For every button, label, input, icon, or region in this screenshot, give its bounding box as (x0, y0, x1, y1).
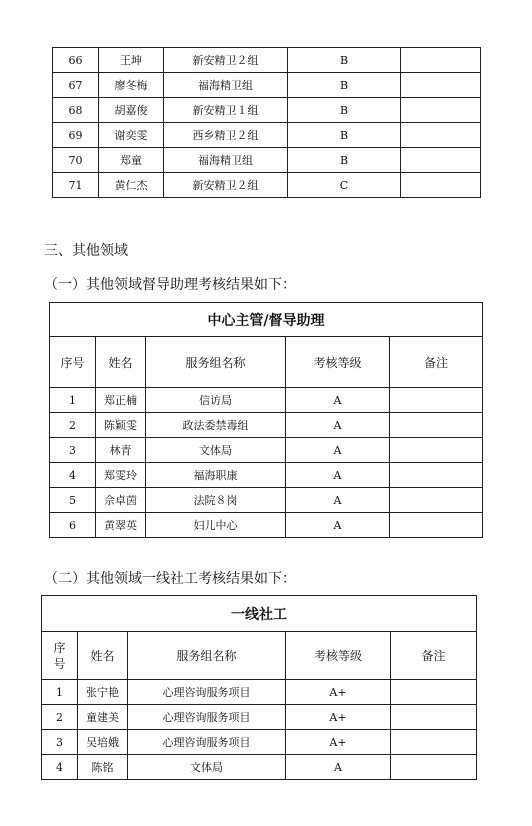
table-title: 一线社工 (42, 596, 477, 632)
cell-note (390, 488, 483, 513)
cell-note (391, 705, 477, 730)
cell-group: 西乡精卫２组 (164, 123, 288, 148)
cell-index: 69 (53, 123, 99, 148)
cell-grade: C (288, 173, 401, 198)
table-row (50, 438, 483, 463)
cell-name: 张宁艳 (78, 680, 128, 705)
section-heading: 三、其他领域 (44, 243, 128, 259)
cell-group: 新安精卫２组 (164, 173, 288, 198)
cell-note (391, 680, 477, 705)
cell-name: 黄仁杰 (99, 173, 164, 198)
cell-note (390, 413, 483, 438)
header-note: 备注 (390, 337, 483, 388)
cell-name: 黄翠英 (96, 513, 146, 538)
cell-name: 郑正楠 (96, 388, 146, 413)
cell-grade: A (286, 388, 390, 413)
table-row (50, 463, 483, 488)
frontline-table (41, 595, 477, 780)
cell-index: 71 (53, 173, 99, 198)
cell-index: 1 (42, 680, 78, 705)
header-index: 序号 (50, 337, 96, 388)
cell-name: 谢奕雯 (99, 123, 164, 148)
cell-grade: A (286, 413, 390, 438)
subsection-heading: （二）其他领域一线社工考核结果如下： (44, 571, 296, 587)
cell-note (390, 438, 483, 463)
cell-note (390, 388, 483, 413)
cell-note (390, 463, 483, 488)
cell-grade: A+ (286, 680, 391, 705)
cell-group: 文体局 (128, 755, 286, 780)
table-row (42, 705, 477, 730)
cell-name: 郑雯玲 (96, 463, 146, 488)
cell-name: 佘卓茵 (96, 488, 146, 513)
cell-grade: B (288, 73, 401, 98)
table-row (53, 73, 481, 98)
table-row (53, 98, 481, 123)
header-group: 服务组名称 (146, 337, 286, 388)
table-row (50, 488, 483, 513)
cell-name: 郑童 (99, 148, 164, 173)
table-row (50, 413, 483, 438)
cell-group: 心理咨询服务项目 (128, 705, 286, 730)
cell-grade: A (286, 438, 390, 463)
cell-grade: A+ (286, 705, 391, 730)
header-grade: 考核等级 (286, 632, 391, 680)
cell-grade: A (286, 463, 390, 488)
cell-index: 2 (42, 705, 78, 730)
cell-grade: A (286, 755, 391, 780)
cell-name: 吴培娥 (78, 730, 128, 755)
cell-group: 心理咨询服务项目 (128, 730, 286, 755)
cell-index: 6 (50, 513, 96, 538)
table-row (50, 388, 483, 413)
cell-group: 法院８岗 (146, 488, 286, 513)
header-name: 姓名 (78, 632, 128, 680)
cell-group: 福海职康 (146, 463, 286, 488)
table-row (42, 730, 477, 755)
cell-index: 68 (53, 98, 99, 123)
cell-name: 陈铭 (78, 755, 128, 780)
cell-name: 林青 (96, 438, 146, 463)
table-row (53, 173, 481, 198)
cell-note (401, 148, 481, 173)
cell-note (401, 48, 481, 73)
cell-grade: B (288, 98, 401, 123)
cell-group: 妇儿中心 (146, 513, 286, 538)
table-continuation (52, 47, 481, 198)
cell-grade: A+ (286, 730, 391, 755)
cell-group: 政法委禁毒组 (146, 413, 286, 438)
cell-index: 4 (42, 755, 78, 780)
table-row (42, 755, 477, 780)
cell-index: 2 (50, 413, 96, 438)
cell-grade: B (288, 48, 401, 73)
cell-group: 福海精卫组 (164, 148, 288, 173)
table-row (53, 48, 481, 73)
cell-note (391, 755, 477, 780)
cell-index: 66 (53, 48, 99, 73)
cell-name: 胡嘉俊 (99, 98, 164, 123)
cell-index: 3 (42, 730, 78, 755)
table-title: 中心主管/督导助理 (50, 303, 483, 337)
cell-index: 5 (50, 488, 96, 513)
cell-grade: A (286, 513, 390, 538)
cell-index: 67 (53, 73, 99, 98)
cell-grade: B (288, 148, 401, 173)
cell-group: 福海精卫组 (164, 73, 288, 98)
cell-name: 童建美 (78, 705, 128, 730)
table-row (42, 680, 477, 705)
cell-index: 1 (50, 388, 96, 413)
cell-grade: B (288, 123, 401, 148)
cell-note (391, 730, 477, 755)
cell-name: 廖冬梅 (99, 73, 164, 98)
table-row (53, 123, 481, 148)
supervisor-table (49, 302, 483, 538)
cell-name: 王坤 (99, 48, 164, 73)
cell-group: 文体局 (146, 438, 286, 463)
header-note: 备注 (391, 632, 477, 680)
subsection-heading: （一）其他领域督导助理考核结果如下： (44, 277, 296, 293)
cell-index: 3 (50, 438, 96, 463)
header-grade: 考核等级 (286, 337, 390, 388)
cell-group: 新安精卫２组 (164, 48, 288, 73)
cell-index: 70 (53, 148, 99, 173)
cell-note (401, 73, 481, 98)
header-index: 序号 (42, 632, 78, 680)
cell-group: 新安精卫１组 (164, 98, 288, 123)
cell-group: 心理咨询服务项目 (128, 680, 286, 705)
cell-note (401, 173, 481, 198)
header-name: 姓名 (96, 337, 146, 388)
cell-note (401, 123, 481, 148)
table-row (50, 513, 483, 538)
cell-group: 信访局 (146, 388, 286, 413)
cell-note (401, 98, 481, 123)
table-row (53, 148, 481, 173)
cell-name: 陈颖雯 (96, 413, 146, 438)
header-group: 服务组名称 (128, 632, 286, 680)
cell-index: 4 (50, 463, 96, 488)
cell-note (390, 513, 483, 538)
cell-grade: A (286, 488, 390, 513)
